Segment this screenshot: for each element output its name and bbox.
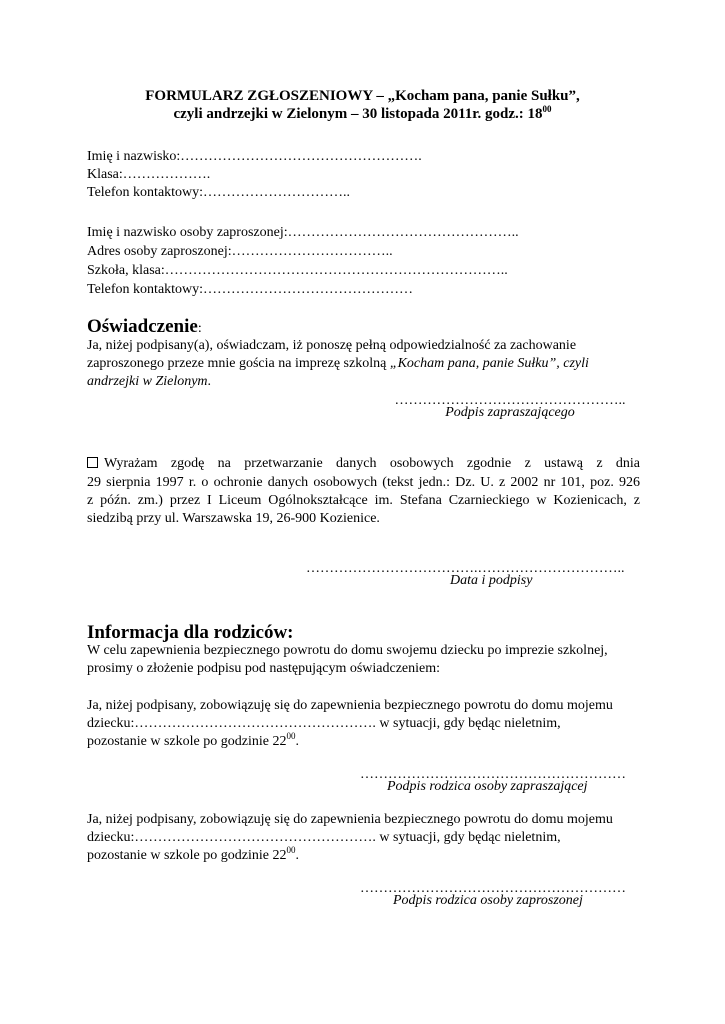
declaration-line-3: andrzejki w Zielonym. — [87, 374, 212, 389]
parents-signature-2-line[interactable]: ………………………………………………… — [360, 881, 626, 896]
field-guest-name[interactable]: Imię i nazwisko osoby zaproszonej:………………………………………….. — [87, 225, 519, 240]
consent-line-1: Wyrażam zgodę na przetwarzanie danych osobowych zgodnie z ustawą z dnia — [87, 455, 640, 472]
parents-signature-2-label: Podpis rodzica osoby zaproszonej — [393, 893, 583, 908]
parents-signature-1-label: Podpis rodzica osoby zapraszającej — [387, 779, 588, 794]
consent-checkbox[interactable] — [87, 457, 98, 468]
title-line-1: FORMULARZ ZGŁOSZENIOWY – „Kocham pana, panie Sułku”, — [145, 88, 580, 104]
parents-heading: Informacja dla rodziców: — [87, 622, 294, 643]
declaration-signature-line[interactable]: ………………………………………….. — [394, 393, 626, 408]
parents-intro-1: W celu zapewnienia bezpiecznego powrotu do domu swojemu dziecku po imprezie szkolnej, — [87, 643, 608, 658]
parents-signature-1-line[interactable]: ………………………………………………… — [360, 767, 626, 782]
declaration-line-1: Ja, niżej podpisany(a), oświadczam, iż ponoszę pełną odpowiedzialność za zachowanie — [87, 338, 577, 353]
field-guest-school[interactable]: Szkoła, klasa:……………………………………………………………….. — [87, 263, 508, 278]
parents-decl1-line-1: Ja, niżej podpisany, zobowiązuję się do zapewnienia bezpiecznego powrotu do domu mojemu — [87, 698, 613, 713]
declaration-signature-label: Podpis zapraszającego — [445, 405, 575, 420]
field-class[interactable]: Klasa:………………. — [87, 167, 211, 182]
parents-decl2-line-2[interactable]: dziecku:……………………………………………. w sytuacji, gdy będąc nieletnim, — [87, 830, 561, 845]
declaration-line-2: zaproszonego przeze mnie gościa na imprezę szkolną „Kocham pana, panie Sułku”, czyli — [87, 356, 589, 371]
consent-signature-label: Data i podpisy — [450, 573, 533, 588]
parents-decl2-line-1: Ja, niżej podpisany, zobowiązuję się do zapewnienia bezpiecznego powrotu do domu mojemu — [87, 812, 613, 827]
field-guest-phone[interactable]: Telefon kontaktowy:……………………………………… — [87, 282, 414, 297]
field-name[interactable]: Imię i nazwisko:……………………………………………. — [87, 149, 422, 164]
parents-intro-2: prosimy o złożenie podpisu pod następującym oświadczeniem: — [87, 661, 441, 676]
declaration-heading: Oświadczenie: — [87, 316, 202, 337]
consent-line-3: z późn. zm.) przez I Liceum Ogólnokształcące im. Stefana Czarnieckiego w Kozienicach, z — [87, 493, 640, 508]
field-guest-address[interactable]: Adres osoby zaproszonej:…………………………….. — [87, 244, 393, 259]
title-line-2: czyli andrzejki w Zielonym – 30 listopada 2011r. godz.: $18^{00}$ — [173, 104, 552, 122]
parents-decl1-line-2[interactable]: dziecku:……………………………………………. w sytuacji, gdy będąc nieletnim, — [87, 716, 561, 731]
consent-signature-line[interactable]: ……………………………….………………………….. — [306, 561, 625, 576]
field-phone[interactable]: Telefon kontaktowy:………………………….. — [87, 185, 351, 200]
consent-line-2: 29 sierpnia 1997 r. o ochronie danych osobowych (tekst jedn.: Dz. U. z 2002 nr 101, poz. 926 — [87, 475, 640, 490]
parents-decl2-line-3: pozostanie w szkole po godzinie $22^{00}$. — [87, 845, 299, 863]
consent-line-4: siedzibą przy ul. Warszawska 19, 26-900 Kozienice. — [87, 511, 380, 526]
parents-decl1-line-3: pozostanie w szkole po godzinie $22^{00}$. — [87, 731, 299, 749]
